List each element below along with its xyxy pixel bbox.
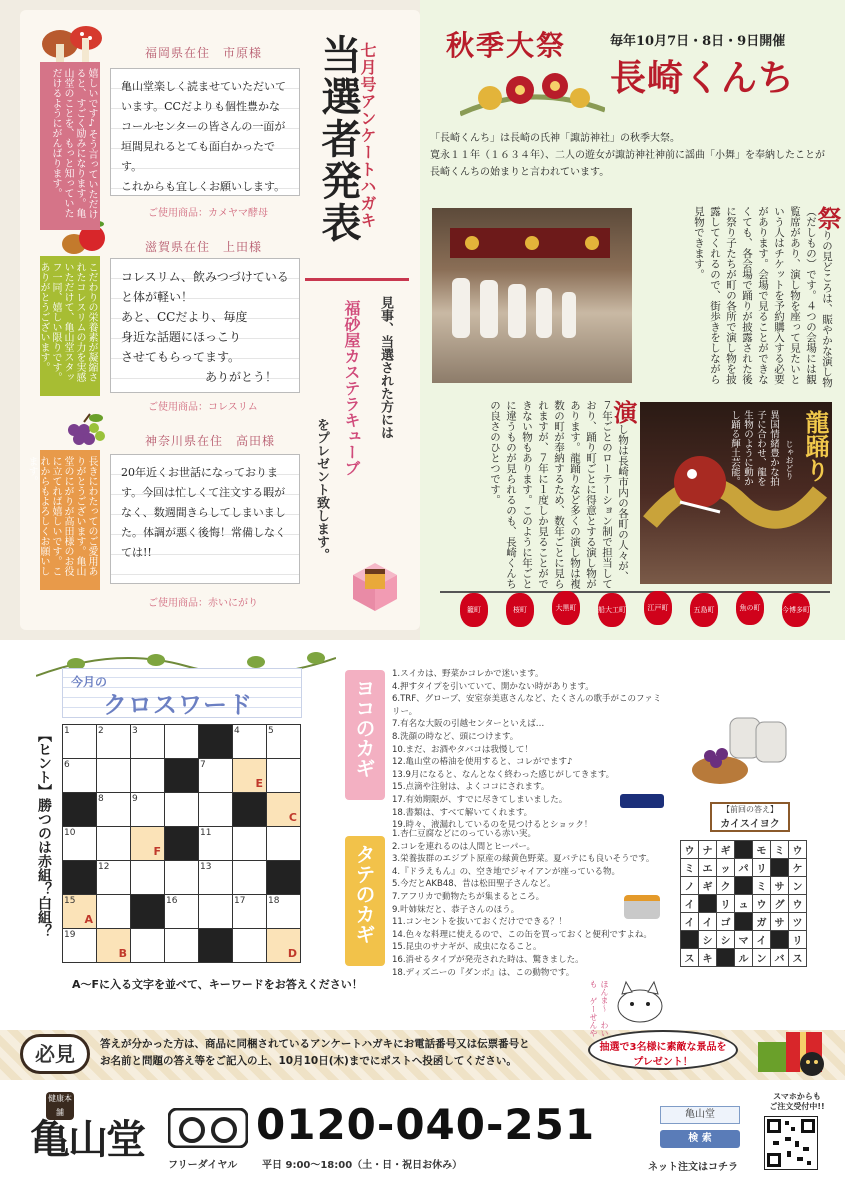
cell[interactable]: 16 bbox=[165, 895, 199, 929]
tate-clues: 1.杏仁豆腐などにのっている赤い実。 2.コレを連れるのは人間とヒーパー。 3.栄養抜群のエジプト原産の緑黄色野菜。夏バテにも良いそうです。 4.『ドラえもん』の、空き地でジャイアンが座っている物。 5.今だとAKB48、昔は松田聖子さんなど。 7.アフリカで動物たちが集まるところ。 9.叶姉妹だと、恭子さんのほう。 11.コンセントを抜いておくだけでできる？！ 14.色々な料理に使えるので、この缶を買っておくと便利ですよね。 15.昆虫のサナギが、成虫になること。 16.消せるタイプが発売された時は、驚きました。 18.ディズニーの『ダンボ』は、この動物です。 bbox=[392, 829, 655, 978]
tuna-can-icon bbox=[624, 895, 660, 919]
gift-box-icon bbox=[752, 1012, 832, 1082]
answer-cell: バ bbox=[771, 949, 789, 967]
prev-answer-box bbox=[710, 802, 790, 832]
answer-cell: イ bbox=[681, 895, 699, 913]
entry-location-1: 福岡県在住 市原様 bbox=[145, 46, 263, 60]
key-cell[interactable]: E bbox=[233, 759, 267, 793]
answer-cell: マ bbox=[735, 931, 753, 949]
entry-location-3: 神奈川県在住 高田様 bbox=[145, 434, 276, 448]
answer-cell: グ bbox=[771, 895, 789, 913]
prev-answer: カイスイヨク bbox=[720, 819, 780, 830]
festival-kicker: 秋季大祭 bbox=[446, 29, 567, 62]
brand-logo: 亀山堂 bbox=[30, 1116, 144, 1163]
answer-cell: ミ bbox=[753, 877, 771, 895]
festival-title: 長崎くんち bbox=[610, 57, 796, 99]
answer-cell: ン bbox=[753, 949, 771, 967]
block bbox=[267, 861, 301, 895]
reply-strip-1: 嬉しいです♪そう言っていただけると、すごく励みになります。亀山堂のことを、もっと知っていただけるようにがんばります。 bbox=[40, 62, 100, 230]
crossword-hint: 【ヒント】勝つのは赤組？白組？ bbox=[36, 728, 52, 938]
ryu-reading: じゃおどり bbox=[785, 440, 794, 480]
castella-cube-image bbox=[345, 555, 405, 613]
lantern-string bbox=[440, 591, 830, 593]
cell[interactable]: 9 bbox=[131, 793, 165, 827]
cell[interactable]: 12 bbox=[97, 861, 131, 895]
cell[interactable]: 19 bbox=[63, 929, 97, 963]
answer-cell: ウ bbox=[681, 841, 699, 859]
title-rule bbox=[305, 278, 409, 281]
reply-strip-3: 長きにわたってのご愛用ありがとうございます。亀山堂のにがりが高田様のお役に立てれば嬉しいです。これからもよろしくお願いします。 bbox=[40, 450, 100, 590]
answer-cell: ウ bbox=[789, 895, 807, 913]
festival-section bbox=[420, 0, 845, 640]
block bbox=[63, 861, 97, 895]
yoko-clues: 1.スイカは、野菜かコレかで迷います。 4.押すタイプを引いていて、開かない時があります。 6.TRF、グローブ、安室奈美恵さんなど、たくさんの歌手がこのファミリー。 7.有名な大阪の引越センターといえば… 8.洗顔の時など、頭につけます。 10.まだ、お酒やタバコは我慢して！ 12.亀山堂の椿油を使用すると、コレがでます♪ 13.9月になると、なんとなく終わった感じがしてきます。 15.点滴や注射は、よくココにされます。 17.有効期限が、すでに尽きてしまいました。 18.書類は、すべて解いてくれます。 19.時々、液漏れしているのを見つけるとショック！ bbox=[392, 669, 662, 831]
cell[interactable]: 5 bbox=[267, 725, 301, 759]
crossword-header bbox=[62, 668, 302, 718]
key-cell[interactable]: B bbox=[97, 929, 131, 963]
cell[interactable] bbox=[165, 929, 199, 963]
mushroom-icon bbox=[40, 22, 104, 64]
answer-cell: ミ bbox=[771, 841, 789, 859]
dashimono-body: し物は長崎市内の各町の人々が、７年ごとのローテーション制で担当しており、踊り町ごとに得意とする演し物があります。龍踊りなど多くの演し物は複数の町が奉納するため、数年ごとに見られますが、７年に１度しか見ることができない物もあります。このように年ごとに違うものが見られるのも、長崎くんちの良さのひとつです。 bbox=[489, 400, 629, 589]
answer-cell: ナ bbox=[699, 841, 717, 859]
prize-lead: 見事、当選された方には bbox=[378, 296, 393, 439]
cell[interactable] bbox=[97, 759, 131, 793]
cell[interactable]: 17 bbox=[233, 895, 267, 929]
cell[interactable] bbox=[267, 759, 301, 793]
answer-cell: ゴ bbox=[717, 913, 735, 931]
answer-cell: ケ bbox=[789, 859, 807, 877]
answer-cell: イ bbox=[681, 913, 699, 931]
festival-intro: 「長崎くんち」は長崎の氏神「諏訪神社」の秋季大祭。 寛永１１年（１６３４年）、二人の遊女が諏訪神社神前に謡曲「小舞」を奉納したことが長崎くんちの始まりと言われています。 bbox=[430, 133, 825, 178]
answer-block bbox=[735, 877, 753, 895]
cat-mascot-icon bbox=[610, 980, 670, 1026]
answer-cell: ッ bbox=[717, 859, 735, 877]
answer-cell: エ bbox=[699, 859, 717, 877]
qr-caption: スマホからも ご注文受付中!! bbox=[769, 1092, 825, 1111]
matsuri-body: りの見どころは、賑やかな演し物（だしもの）です。４つの会場には観覧席があり、演し物を座って見たいという人はチケットを予約購入する必要があります。会場で見ることができなくても、各会場で踊りが披露された後に祭り子たちが町の各所で演し物を披露してくれるので、街歩きをしながら見物できます。 bbox=[693, 206, 833, 388]
lantern: 江戸町 bbox=[644, 591, 672, 625]
answer-cell: ル bbox=[735, 949, 753, 967]
lantern: 大黒町 bbox=[552, 591, 580, 625]
mascot-speech: ほんま〜 わいも ゲーせんや bbox=[589, 980, 609, 1037]
handwritten-note-1: 亀山堂楽しく読ませていただいています。CCだよりも個性豊かなコールセンターの皆さんの一面が垣間見れるとても面白かったです。 これからも宜しくお願いします。 bbox=[110, 68, 300, 196]
crossword-section bbox=[0, 640, 845, 1000]
answer-block bbox=[735, 913, 753, 931]
cell[interactable] bbox=[165, 861, 199, 895]
cell[interactable]: 7 bbox=[199, 759, 233, 793]
answer-block bbox=[699, 895, 717, 913]
dashimono-text bbox=[426, 400, 637, 590]
answer-cell: ウ bbox=[753, 895, 771, 913]
qr-code[interactable] bbox=[764, 1116, 818, 1170]
survey-section bbox=[0, 0, 420, 640]
cell[interactable] bbox=[199, 793, 233, 827]
freedial-icon bbox=[168, 1108, 248, 1148]
answer-cell: ギ bbox=[699, 877, 717, 895]
cell[interactable]: 10 bbox=[63, 827, 97, 861]
cell[interactable]: 13 bbox=[199, 861, 233, 895]
answer-cell: ミ bbox=[681, 859, 699, 877]
lantern: 魚の町 bbox=[736, 591, 764, 625]
yoko-label: ヨコのカギ bbox=[345, 670, 385, 800]
answer-block bbox=[771, 859, 789, 877]
cell[interactable] bbox=[131, 929, 165, 963]
ryu-title: 龍踊り bbox=[801, 410, 829, 482]
answer-cell: モ bbox=[753, 841, 771, 859]
answer-cell: キ bbox=[699, 949, 717, 967]
block bbox=[165, 759, 199, 793]
net-order-label: ネット注文はコチラ bbox=[648, 1162, 738, 1173]
lantern: 今博多町 bbox=[782, 593, 810, 627]
battery-icon bbox=[620, 794, 664, 808]
search-text: 亀山堂 bbox=[685, 1109, 715, 1120]
block bbox=[63, 793, 97, 827]
cell[interactable] bbox=[165, 725, 199, 759]
answer-cell: リ bbox=[717, 895, 735, 913]
block bbox=[199, 725, 233, 759]
block bbox=[199, 929, 233, 963]
reply-strip-2: こだわりの栄養素が凝縮されたコレスリムの力を実感いただけて、亀山堂スタッフ一同、嬉しい限りです。ありがとうございます。 bbox=[40, 256, 100, 396]
cell[interactable]: 6 bbox=[63, 759, 97, 793]
prev-answer-grid bbox=[680, 840, 807, 967]
answer-cell: イ bbox=[699, 913, 717, 931]
cell[interactable] bbox=[131, 759, 165, 793]
cell[interactable]: 8 bbox=[97, 793, 131, 827]
block bbox=[131, 895, 165, 929]
answer-cell: ウ bbox=[789, 841, 807, 859]
dashimono-label: 演 bbox=[609, 400, 637, 424]
cell[interactable]: 18 bbox=[267, 895, 301, 929]
matsuri-text bbox=[640, 206, 841, 394]
answer-cell: サ bbox=[771, 913, 789, 931]
answer-cell: ン bbox=[789, 877, 807, 895]
lottery-badge: 抽選で3名様に素敵な景品をプレゼント！ bbox=[588, 1030, 738, 1070]
answer-block bbox=[771, 931, 789, 949]
cell[interactable] bbox=[165, 793, 199, 827]
answer-block bbox=[681, 931, 699, 949]
lantern: 船大工町 bbox=[598, 593, 626, 627]
answer-cell: ュ bbox=[735, 895, 753, 913]
cell[interactable] bbox=[233, 861, 267, 895]
brand-badge: 健康本舗 bbox=[46, 1092, 74, 1120]
block bbox=[165, 827, 199, 861]
matsuri-label: 祭 bbox=[813, 206, 841, 230]
ryu-text: 異国情緒豊かな拍子に合わせ、龍を生物のように動かし踊る輝土芸能。 bbox=[729, 410, 779, 486]
answer-cell: ス bbox=[681, 949, 699, 967]
cell[interactable]: 11 bbox=[199, 827, 233, 861]
lantern: 籠町 bbox=[460, 593, 488, 627]
prize-tail: をプレゼント致します。 bbox=[314, 418, 329, 561]
answer-cell: シ bbox=[699, 931, 717, 949]
crossword-grid[interactable] bbox=[62, 724, 301, 963]
chrysanthemum-icon bbox=[460, 62, 605, 122]
grapes-basket-icon bbox=[690, 708, 810, 788]
answer-block bbox=[735, 841, 753, 859]
handwritten-note-3: 20年近くお世話になっております。今回は忙しくて注文する暇がなく、数週間きらしてしまいました。体調が悪く後悔！常備しなくては!! bbox=[110, 454, 300, 584]
answer-cell: ノ bbox=[681, 877, 699, 895]
key-cell[interactable]: D bbox=[267, 929, 301, 963]
cell[interactable] bbox=[97, 895, 131, 929]
phone-number[interactable]: 0120-040-251 bbox=[256, 1100, 596, 1149]
survey-month: 七月号アンケートハガキ bbox=[358, 42, 377, 229]
entry-product-3: ご使用商品：赤いにがり bbox=[148, 598, 258, 609]
answer-instructions: 答えが分かった方は、商品に同梱されているアンケートハガキにお電話番号又は伝票番号とお名前と問題の答え等をご記入の上、10月10日(木)までにポストへ投函してください。 bbox=[100, 1038, 530, 1067]
key-cell[interactable]: F bbox=[131, 827, 165, 861]
crossword-badge: 今月の bbox=[71, 675, 108, 689]
prev-answer-label: 【前回の答え】 bbox=[722, 805, 778, 814]
business-hours: 平日 9:00〜18:00（土・日・祝日お休み） bbox=[262, 1160, 463, 1171]
answer-cell: ス bbox=[789, 949, 807, 967]
cell[interactable]: 1 bbox=[63, 725, 97, 759]
answer-cell: ツ bbox=[789, 913, 807, 931]
dial-label: フリーダイヤル bbox=[168, 1160, 238, 1171]
answer-cell: イ bbox=[753, 931, 771, 949]
tate-label: タテのカギ bbox=[345, 836, 385, 966]
search-box[interactable] bbox=[660, 1106, 740, 1124]
cell[interactable] bbox=[233, 827, 267, 861]
answer-cell: ギ bbox=[717, 841, 735, 859]
lantern-row bbox=[420, 585, 845, 635]
answer-cell: ク bbox=[717, 877, 735, 895]
cell[interactable] bbox=[267, 827, 301, 861]
cell[interactable]: 3 bbox=[131, 725, 165, 759]
cell[interactable] bbox=[233, 929, 267, 963]
entry-product-2: ご使用商品：コレスリム bbox=[148, 402, 258, 413]
key-cell[interactable]: 15 A bbox=[63, 895, 97, 929]
festival-dates: 毎年10月7日・8日・9日開催 bbox=[610, 34, 786, 49]
cell[interactable]: 4 bbox=[233, 725, 267, 759]
page-title: 当選者発表 bbox=[315, 34, 361, 244]
answer-cell: リ bbox=[789, 931, 807, 949]
cell[interactable] bbox=[97, 827, 131, 861]
answer-block bbox=[717, 949, 735, 967]
lantern: 五島町 bbox=[690, 593, 718, 627]
cell[interactable] bbox=[199, 895, 233, 929]
prize-product: 福砂屋カステラキューブ bbox=[342, 300, 361, 476]
hikken-badge: 必見 bbox=[20, 1034, 90, 1074]
answer-cell: ガ bbox=[753, 913, 771, 931]
answer-cell: リ bbox=[753, 859, 771, 877]
answer-cell: パ bbox=[735, 859, 753, 877]
cell[interactable] bbox=[131, 861, 165, 895]
handwritten-note-2: コレスリム、飲みつづけていると体が軽い！ あと、CCだより、毎度 身近な話題にほっこり させてもらってます。 ありがとう！ bbox=[110, 258, 300, 393]
answer-cell: シ bbox=[717, 931, 735, 949]
entry-location-2: 滋賀県在住 上田様 bbox=[145, 240, 263, 254]
answer-cell: サ bbox=[771, 877, 789, 895]
entry-product-1: ご使用商品：カメヤマ酵母 bbox=[148, 208, 268, 219]
crossword-instruction: A～Fに入る文字を並べて、キーワードをお答えください！ bbox=[72, 978, 363, 991]
cell[interactable]: 2 bbox=[97, 725, 131, 759]
key-cell[interactable]: C bbox=[267, 793, 301, 827]
search-button[interactable]: 検 索 bbox=[660, 1130, 740, 1148]
block bbox=[233, 793, 267, 827]
lantern: 桜町 bbox=[506, 593, 534, 627]
crossword-title: クロスワード bbox=[103, 691, 253, 719]
parade-photo bbox=[432, 208, 632, 383]
